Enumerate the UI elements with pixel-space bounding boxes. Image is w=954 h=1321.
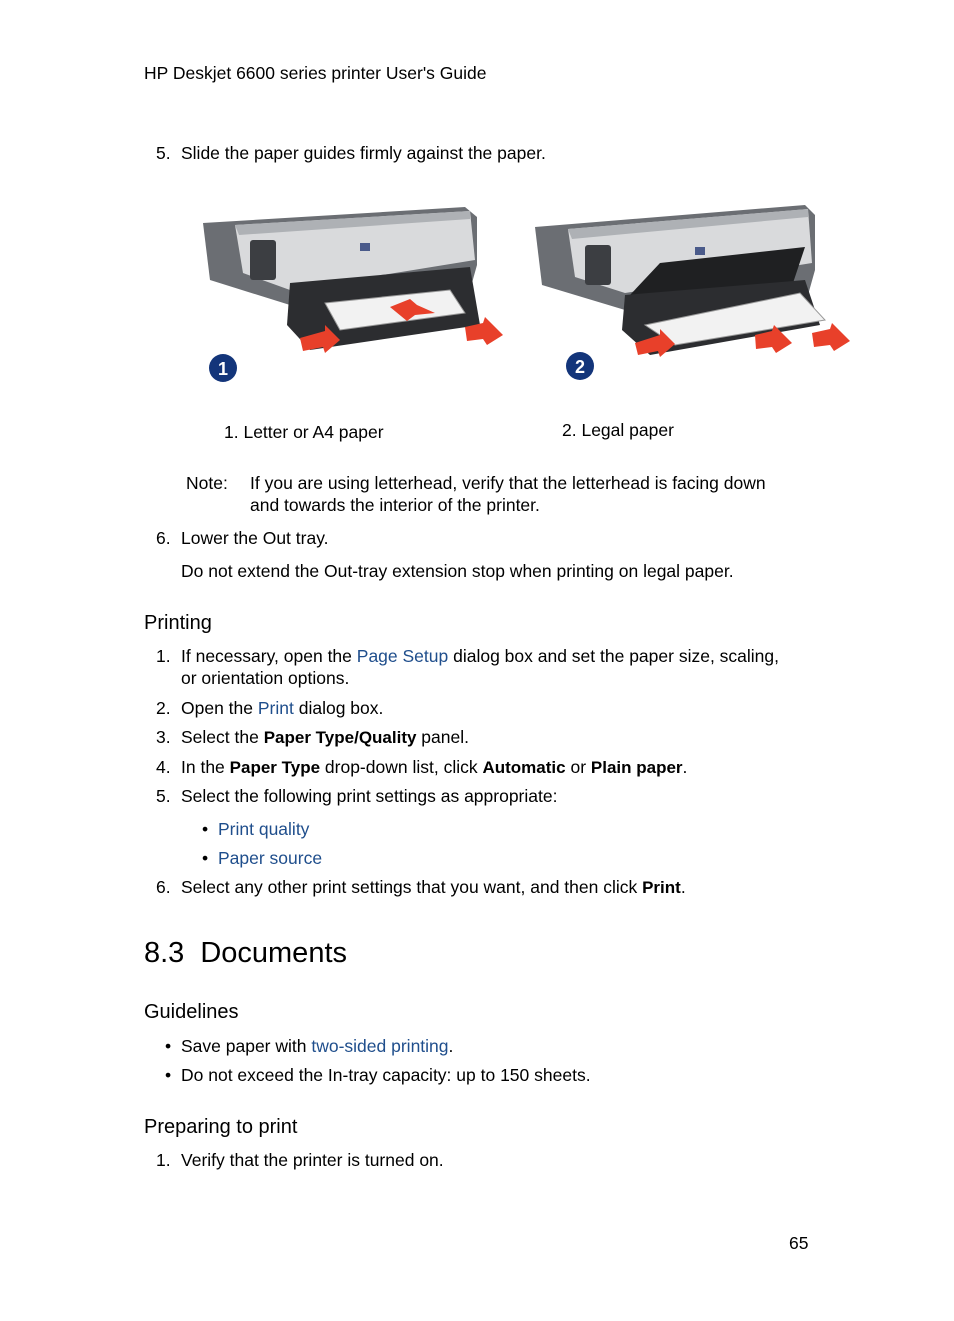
- ui-term: Paper Type: [229, 758, 321, 777]
- bullet-icon: •: [165, 1065, 172, 1085]
- text: If necessary, open the: [181, 646, 357, 666]
- svg-text:2: 2: [574, 357, 586, 377]
- print-quality-link[interactable]: Print quality: [218, 819, 310, 839]
- step-number: 6.: [156, 528, 171, 548]
- text: .: [682, 757, 688, 777]
- section-title: Documents: [200, 937, 347, 969]
- svg-text:1: 1: [217, 359, 229, 379]
- step-number: 3.: [156, 727, 171, 747]
- text: dialog box.: [293, 698, 384, 718]
- heading-guidelines: Guidelines: [144, 1001, 239, 1023]
- two-sided-printing-link[interactable]: two-sided printing: [311, 1036, 449, 1056]
- bullet-icon: •: [202, 848, 209, 868]
- text: In the: [181, 757, 230, 777]
- text: Save paper with: [181, 1036, 312, 1056]
- page-number: 65: [789, 1233, 809, 1253]
- step-6-paragraph: Do not extend the Out-tray extension stop when printing on legal paper.: [181, 561, 734, 581]
- step-number: 6.: [156, 877, 171, 897]
- printer-illustration-letter: [195, 195, 510, 390]
- figure-caption-2: 2. Legal paper: [562, 420, 674, 440]
- step-text: Verify that the printer is turned on.: [181, 1150, 444, 1170]
- step-number: 5.: [156, 143, 171, 163]
- note-label: Note:: [186, 473, 228, 493]
- ui-term: Print: [642, 878, 681, 897]
- text: panel.: [416, 727, 469, 747]
- text: .: [680, 877, 686, 897]
- text: Do not exceed the In-tray capacity: up to 150 sheets.: [181, 1065, 591, 1085]
- text: .: [448, 1036, 454, 1056]
- note-line-1: If you are using letterhead, verify that the letterhead is facing down: [250, 473, 766, 493]
- paper-source-link[interactable]: Paper source: [218, 848, 323, 868]
- section-number: 8.3: [144, 937, 185, 969]
- step-number: 4.: [156, 757, 171, 777]
- step-number: 1.: [156, 646, 171, 666]
- note-line-2: and towards the interior of the printer.: [250, 495, 540, 515]
- ui-term: Paper Type/Quality: [263, 728, 417, 747]
- figure-caption-1: 1. Letter or A4 paper: [224, 422, 384, 442]
- text: or: [565, 757, 591, 777]
- running-header: HP Deskjet 6600 series printer User's Guide: [144, 63, 487, 83]
- bullet-icon: •: [165, 1036, 172, 1056]
- section-heading: [144, 936, 347, 970]
- text: Select any other print settings that you want, and then click: [181, 877, 643, 897]
- step-text: Select the following print settings as appropriate:: [181, 786, 558, 806]
- text: dialog box and set the paper size, scaling,: [448, 646, 779, 666]
- heading-preparing: Preparing to print: [144, 1116, 298, 1138]
- step-text: Lower the Out tray.: [181, 528, 329, 548]
- text: drop-down list, click: [320, 757, 483, 777]
- print-link[interactable]: Print: [257, 698, 294, 718]
- bullet-icon: •: [202, 819, 209, 839]
- step-number: 5.: [156, 786, 171, 806]
- text: Open the: [181, 698, 258, 718]
- printing-step-1-line-2: or orientation options.: [181, 668, 350, 688]
- step-number: 1.: [156, 1150, 171, 1170]
- step-number: 2.: [156, 698, 171, 718]
- page-setup-link[interactable]: Page Setup: [356, 646, 449, 666]
- ui-term: Automatic: [482, 758, 566, 777]
- step-text: Slide the paper guides firmly against the paper.: [181, 143, 546, 163]
- heading-printing: Printing: [144, 612, 212, 634]
- printer-illustration-legal: [530, 195, 855, 390]
- text: Select the: [181, 727, 264, 747]
- ui-term: Plain paper: [590, 758, 683, 777]
